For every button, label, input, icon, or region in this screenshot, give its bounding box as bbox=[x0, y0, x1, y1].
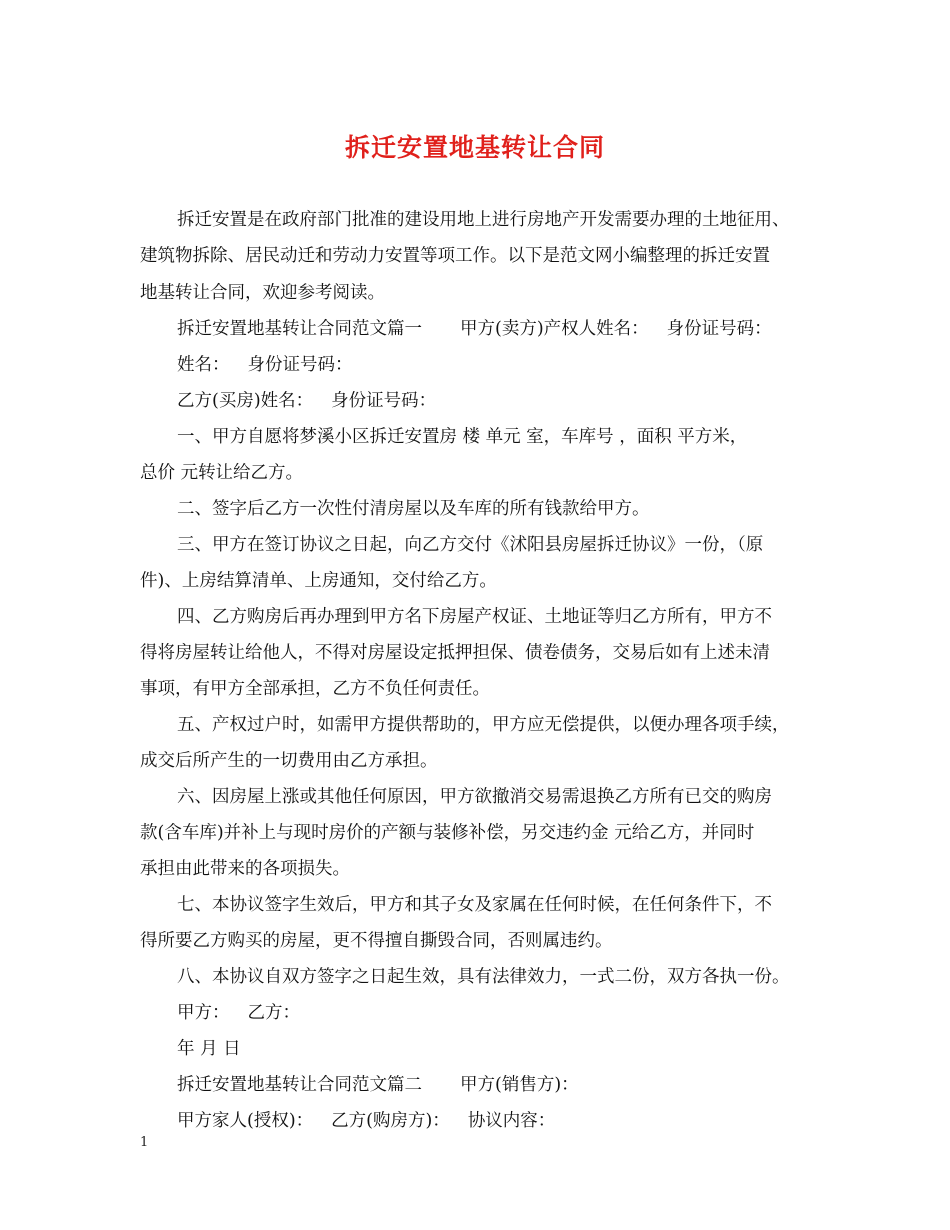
clause-1-line-2: 总价 元转让给乙方。 bbox=[140, 463, 304, 483]
sample1-party-b-id: 身份证号码： bbox=[331, 391, 437, 411]
clause-3-line-2: 件)、上房结算清单、上房通知，交付给乙方。 bbox=[140, 571, 497, 591]
clause-7-line-1: 七、本协议签字生效后，甲方和其子女及家属在任何时候，在任何条件下，不 bbox=[177, 895, 772, 915]
clause-3-line-1: 三、甲方在签订协议之日起，向乙方交付《沭阳县房屋拆迁协议》一份，（原 bbox=[177, 535, 764, 555]
clause-6-line-1: 六、因房屋上涨或其他任何原因，甲方欲撤消交易需退换乙方所有已交的购房 bbox=[177, 787, 772, 807]
clause-6-line-2: 款(含车库)并补上与现时房价的产额与装修补偿，另交违约金 元给乙方，并同时 bbox=[140, 823, 755, 843]
clause-5-line-1: 五、产权过户时，如需甲方提供帮助的，甲方应无偿提供，以便办理各项手续， bbox=[177, 715, 790, 735]
document-title: 拆迁安置地基转让合同 bbox=[344, 133, 605, 162]
clause-6-line-3: 承担由此带来的各项损失。 bbox=[140, 859, 350, 879]
sample1-name-line bbox=[177, 354, 353, 376]
sample2-party-a-family: 甲方家人(授权)： bbox=[177, 1111, 314, 1131]
intro-line-3: 地基转让合同，欢迎参考阅读。 bbox=[140, 283, 385, 303]
sample2-party-b: 乙方(购房方)： bbox=[331, 1111, 450, 1131]
signature-party-b: 乙方： bbox=[247, 1003, 300, 1023]
signature-date: 年 月 日 bbox=[177, 1039, 241, 1059]
clause-1-line-1: 一、甲方自愿将梦溪小区拆迁安置房 楼 单元 室，车库号 ，面积 平方米， bbox=[177, 427, 748, 447]
clause-4-line-2: 得将房屋转让给他人，不得对房屋设定抵押担保、债卷债务，交易后如有上述未清 bbox=[140, 643, 770, 663]
sample2-heading: 拆迁安置地基转让合同范文篇二 bbox=[177, 1075, 422, 1095]
page-number: 1 bbox=[140, 1135, 149, 1150]
sample1-name: 姓名： bbox=[177, 355, 230, 375]
sample1-party-b-line bbox=[177, 390, 436, 412]
sample2-header-line bbox=[177, 1074, 579, 1096]
sample1-name-id: 身份证号码： bbox=[247, 355, 353, 375]
intro-line-1: 拆迁安置是在政府部门批准的建设用地上进行房地产开发需要办理的土地征用、 bbox=[177, 210, 790, 230]
sample2-party-a: 甲方(销售方)： bbox=[460, 1075, 579, 1095]
clause-2-line-1: 二、签字后乙方一次性付清房屋以及车库的所有钱款给甲方。 bbox=[177, 499, 650, 519]
clause-8-line-1: 八、本协议自双方签字之日起生效，具有法律效力，一式二份，双方各执一份。 bbox=[177, 967, 790, 987]
signature-line bbox=[177, 1002, 300, 1024]
clause-4-line-1: 四、乙方购房后再办理到甲方名下房屋产权证、土地证等归乙方所有，甲方不 bbox=[177, 607, 772, 627]
sample1-party-a-id: 身份证号码： bbox=[666, 319, 772, 339]
clause-7-line-2: 得所要乙方购买的房屋，更不得擅自撕毁合同，否则属违约。 bbox=[140, 931, 613, 951]
intro-line-2: 建筑物拆除、居民动迁和劳动力安置等项工作。以下是范文网小编整理的拆迁安置 bbox=[140, 246, 770, 266]
sample1-party-b: 乙方(买房)姓名： bbox=[177, 391, 314, 411]
clause-4-line-3: 事项，有甲方全部承担，乙方不负任何责任。 bbox=[140, 679, 490, 699]
sample2-parties-line bbox=[177, 1110, 555, 1132]
signature-party-a: 甲方： bbox=[177, 1003, 230, 1023]
sample1-party-a: 甲方(卖方)产权人姓名： bbox=[460, 319, 649, 339]
sample1-header-line bbox=[177, 318, 772, 340]
sample2-content: 协议内容： bbox=[467, 1111, 556, 1131]
clause-5-line-2: 成交后所产生的一切费用由乙方承担。 bbox=[140, 751, 438, 771]
sample1-heading: 拆迁安置地基转让合同范文篇一 bbox=[177, 319, 422, 339]
